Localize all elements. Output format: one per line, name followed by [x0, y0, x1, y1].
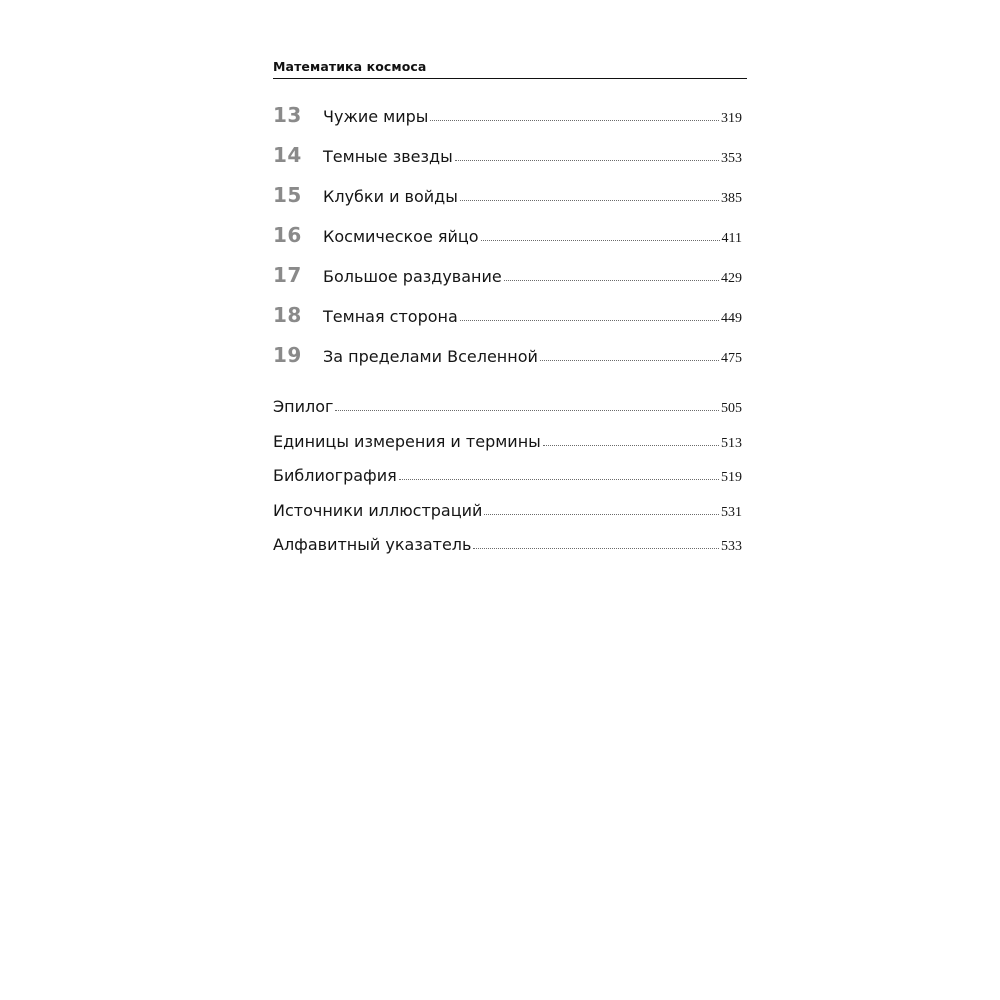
- chapter-title: За пределами Вселенной: [323, 347, 538, 366]
- chapter-list: [273, 103, 742, 383]
- dot-leader: [504, 280, 719, 281]
- page-number: 533: [721, 539, 742, 554]
- chapter-number: 17: [273, 263, 302, 287]
- section-title: Эпилог: [273, 397, 334, 416]
- toc-chapter-entry[interactable]: [273, 223, 742, 263]
- chapter-number: 14: [273, 143, 302, 167]
- chapter-title: Темная сторона: [323, 307, 458, 326]
- dot-leader: [540, 360, 719, 361]
- chapter-number: 18: [273, 303, 302, 327]
- toc-back-matter-entry[interactable]: [273, 535, 742, 570]
- toc-back-matter-entry[interactable]: [273, 432, 742, 467]
- dot-leader: [335, 410, 719, 411]
- page-number: 411: [721, 231, 742, 246]
- toc-chapter-entry[interactable]: [273, 103, 742, 143]
- toc-chapter-entry[interactable]: [273, 183, 742, 223]
- dot-leader: [399, 479, 719, 480]
- chapter-number: 19: [273, 343, 302, 367]
- page-number: 531: [721, 504, 742, 520]
- toc-chapter-entry[interactable]: [273, 143, 742, 183]
- section-title: Библиография: [273, 466, 397, 485]
- toc-chapter-entry[interactable]: [273, 343, 742, 383]
- section-title: Источники иллюстраций: [273, 500, 483, 520]
- dot-leader: [543, 445, 719, 446]
- page-number: 429: [721, 271, 742, 286]
- dot-leader: [430, 120, 719, 121]
- chapter-number: 15: [273, 183, 302, 207]
- page-number: 319: [721, 111, 742, 126]
- chapter-title: Клубки и войды: [323, 187, 458, 206]
- section-title: Алфавитный указатель: [273, 535, 472, 554]
- dot-leader: [473, 548, 719, 549]
- toc-back-matter-entry[interactable]: [273, 397, 742, 432]
- toc-back-matter-entry[interactable]: [273, 466, 742, 501]
- header-rule: [273, 78, 747, 79]
- back-matter-list: [273, 397, 742, 570]
- page-number: 385: [721, 191, 742, 206]
- toc-chapter-entry[interactable]: [273, 303, 742, 343]
- dot-leader: [460, 200, 719, 201]
- book-page: [273, 0, 747, 1000]
- section-title: Единицы измерения и термины: [273, 431, 541, 451]
- chapter-title: Космическое яйцо: [323, 227, 479, 246]
- chapter-title: Чужие миры: [323, 107, 429, 126]
- toc-chapter-entry[interactable]: [273, 263, 742, 303]
- chapter-number: 13: [273, 103, 302, 127]
- toc-back-matter-entry[interactable]: [273, 501, 742, 536]
- page-number: 449: [721, 311, 742, 326]
- page-number: 519: [721, 470, 742, 485]
- chapter-number: 16: [273, 223, 302, 247]
- page-number: 513: [721, 435, 742, 451]
- page-number: 505: [721, 401, 742, 416]
- page-number: 353: [721, 151, 742, 166]
- page-number: 475: [721, 351, 742, 366]
- dot-leader: [460, 320, 719, 321]
- dot-leader: [455, 160, 719, 161]
- running-head: Математика космоса: [273, 59, 427, 74]
- chapter-title: Темные звезды: [323, 147, 453, 166]
- dot-leader: [484, 514, 719, 515]
- dot-leader: [481, 240, 720, 241]
- chapter-title: Большое раздувание: [323, 267, 502, 286]
